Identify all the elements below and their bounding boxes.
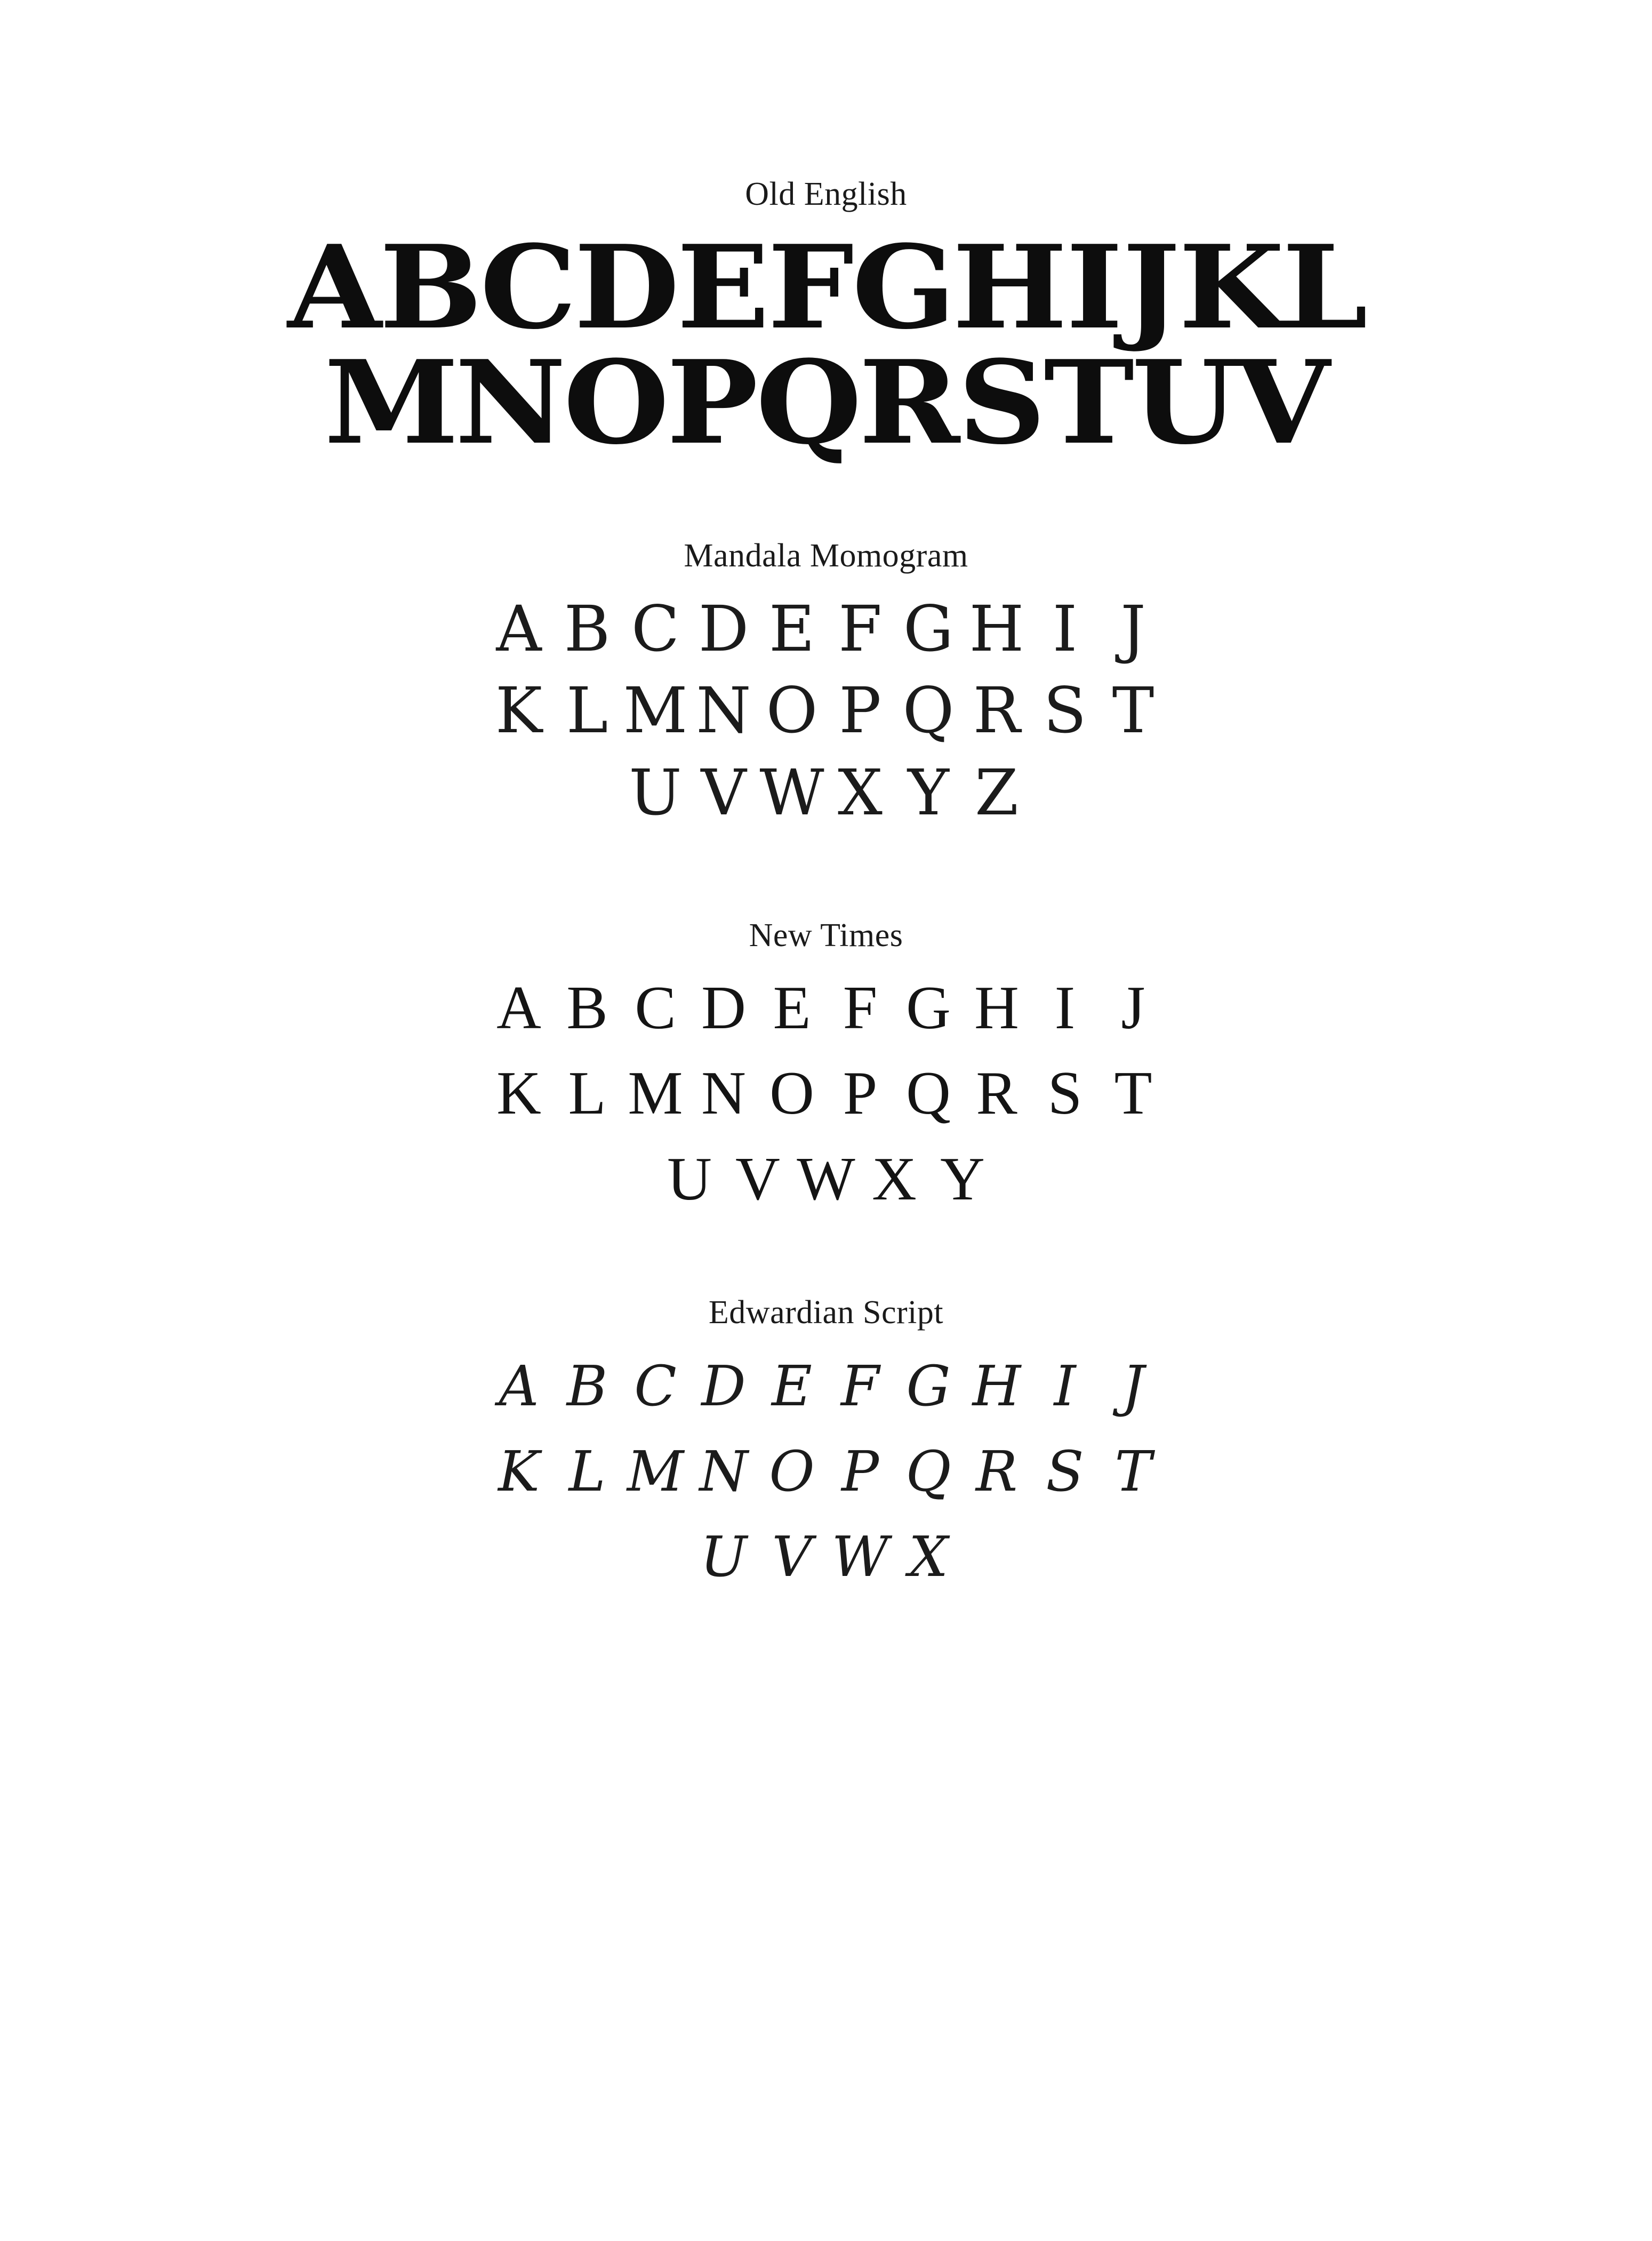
glyph: E [677,220,766,355]
glyph: A [287,220,379,355]
glyph: O [766,674,818,748]
alphabet-row [0,334,1652,470]
glyph: B [566,973,608,1042]
glyph: V [735,1145,780,1214]
alphabet-row [0,1053,1652,1134]
glyph: A [499,1354,539,1419]
glyph: Q [906,1059,951,1128]
glyph: K [495,674,543,748]
glyph: T [1114,1059,1152,1128]
glyph: M [623,674,688,748]
glyph: F [840,1354,880,1419]
glyph: K [1178,220,1281,355]
alphabet-row [0,671,1652,750]
alphabet-row [0,754,1652,833]
glyph: K [498,1439,540,1504]
glyph: H [972,1354,1021,1419]
glyph: W [831,1524,889,1590]
glyph: Y [940,1145,985,1214]
glyph: E [768,591,815,666]
glyph: H [974,973,1019,1042]
section-new-times [0,917,1652,1220]
glyph: I [1054,973,1076,1042]
glyph: G [906,1354,951,1419]
glyph: A [496,973,541,1042]
glyph: P [843,1059,878,1128]
alphabet-row [0,1515,1652,1598]
glyph: B [566,1354,608,1419]
glyph: S [1046,1439,1084,1504]
glyph: U [629,755,682,829]
glyph: J [1122,1354,1144,1419]
glyph: J [1122,220,1177,355]
glyph: M [628,1059,683,1128]
glyph: Q [905,1439,951,1504]
glyph: G [852,220,952,355]
glyph: D [701,973,746,1042]
glyph: X [837,755,883,829]
alphabet-grid-edwardian-script [0,1344,1652,1598]
glyph: J [1120,591,1146,666]
section-title-old-english: Old English [745,176,907,212]
glyph: R [975,1439,1018,1504]
glyph: J [1121,973,1145,1042]
alphabet-grid-old-english [0,220,1652,470]
glyph: M [324,334,456,470]
glyph: V [772,1524,812,1590]
alphabet-row [0,1430,1652,1513]
glyph: O [769,1059,814,1128]
glyph: I [1054,1354,1076,1419]
glyph: P [667,334,755,470]
glyph: E [772,1354,812,1419]
glyph: E [773,973,811,1042]
glyph: O [769,1439,815,1504]
glyph: F [838,591,882,666]
glyph: M [627,1439,684,1504]
glyph: Y [908,755,949,829]
alphabet-row [0,968,1652,1049]
glyph: Q [756,334,859,470]
glyph: C [634,1354,677,1419]
glyph: L [568,1059,606,1128]
glyph: U [700,1524,747,1590]
glyph: K [496,1059,541,1128]
glyph: H [969,591,1024,666]
glyph: G [906,973,951,1042]
glyph: T [1044,334,1131,470]
glyph: Z [975,755,1019,829]
section-mandala-monogram [0,538,1652,833]
glyph: L [566,674,608,748]
glyph: R [973,674,1021,748]
glyph: P [839,674,881,748]
section-edwardian-script [0,1294,1652,1598]
glyph: R [859,334,957,470]
glyph: S [1047,1059,1082,1128]
glyph: I [1065,220,1119,355]
section-title-new-times: New Times [749,917,903,954]
glyph: W [759,755,824,829]
glyph: D [698,591,749,666]
glyph: W [797,1145,855,1214]
alphabet-row [0,1139,1652,1220]
glyph: T [1112,674,1154,748]
glyph: F [843,973,878,1042]
glyph: B [564,591,611,666]
glyph: I [1052,591,1078,666]
alphabet-grid-new-times [0,968,1652,1220]
glyph: S [958,334,1042,470]
glyph: Q [902,674,955,748]
glyph: L [568,1439,606,1504]
glyph: L [1282,220,1365,355]
alphabet-grid-mandala-monogram [0,590,1652,833]
section-old-english [0,176,1652,470]
glyph: N [455,334,563,470]
glyph: C [635,973,676,1042]
glyph: V [701,755,747,829]
glyph: P [841,1439,879,1504]
font-sample-page [0,176,1652,2241]
glyph: V [1235,334,1327,470]
glyph: S [1043,674,1087,748]
glyph: U [1132,334,1235,470]
glyph: D [701,1354,746,1419]
glyph: U [667,1145,712,1214]
alphabet-row [0,1344,1652,1428]
glyph: T [1114,1439,1152,1504]
glyph: O [563,334,666,470]
alphabet-row [0,590,1652,669]
section-title-mandala-monogram: Mandala Momogram [684,537,968,574]
glyph: R [976,1059,1017,1128]
glyph: N [701,1059,746,1128]
glyph: H [952,220,1064,355]
glyph: C [479,220,573,355]
glyph: B [379,220,479,355]
glyph: D [574,220,676,355]
alphabet-row [0,220,1652,355]
glyph: X [872,1145,917,1214]
glyph: X [908,1524,949,1590]
glyph: C [631,591,680,666]
glyph: F [767,220,851,355]
glyph: G [903,591,954,666]
glyph: N [696,674,751,748]
section-title-edwardian-script: Edwardian Script [708,1294,944,1331]
glyph: N [699,1439,748,1504]
glyph: A [496,591,542,666]
